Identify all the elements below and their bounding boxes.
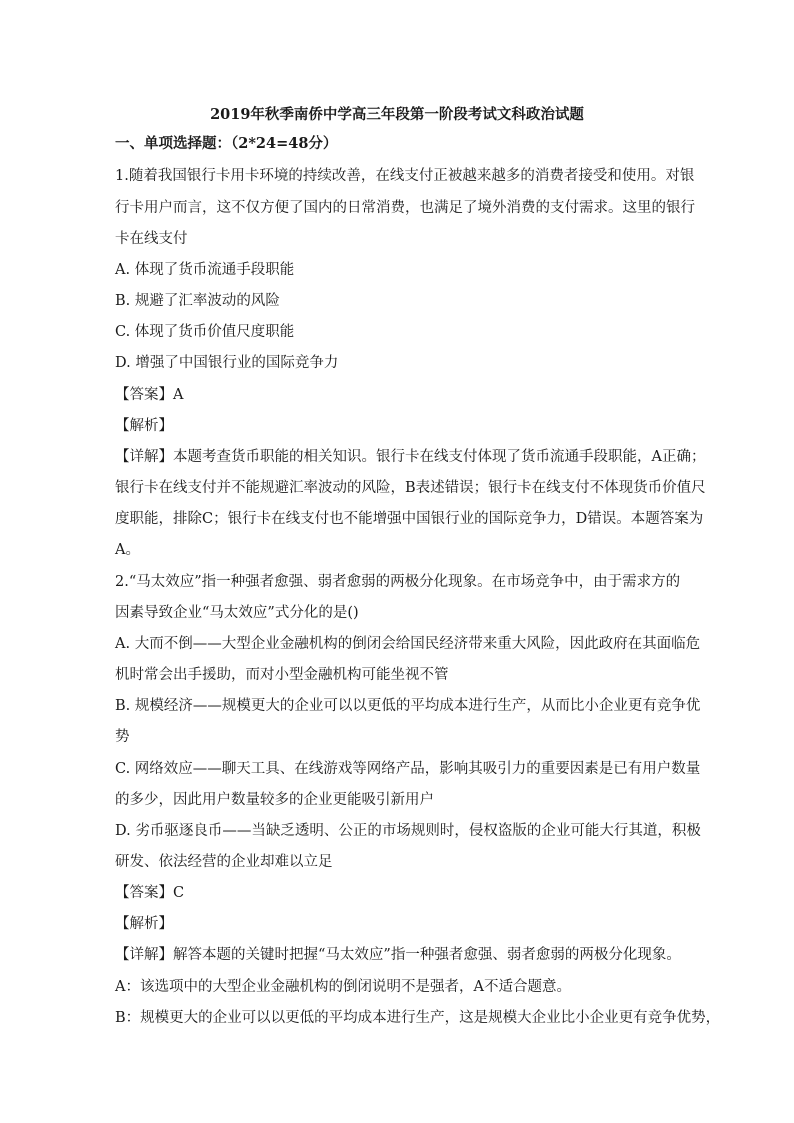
question-2-explanation-line-1: 【详解】解答本题的关键时把握“马太效应”指一种强者愈强、弱者愈弱的两极分化现象。	[115, 947, 681, 963]
question-2-stem-line-2: 因素导致企业“马太效应”式分化的是()	[115, 605, 359, 621]
question-2-stem-line-1: 2.“马太效应”指一种强者愈强、弱者愈弱的两极分化现象。在市场竞争中，由于需求方的	[115, 574, 681, 590]
question-2-explanation-line-2: A：该选项中的大型企业金融机构的倒闭说明不是强者，A不适合题意。	[115, 979, 571, 995]
question-1-explanation-line-1: 【详解】本题考查货币职能的相关知识。银行卡在线支付体现了货币流通手段职能，A正确；	[115, 449, 706, 465]
question-1-stem-line-1: 1.随着我国银行卡用卡环境的持续改善，在线支付正被越来越多的消费者接受和使用。对银	[115, 168, 695, 184]
question-1-stem-line-2: 行卡用户而言，这不仅方便了国内的日常消费，也满足了境外消费的支付需求。这里的银行	[115, 200, 695, 216]
question-1-explanation-line-3: 度职能，排除C；银行卡在线支付也不能增强中国银行业的国际竞争力，D错误。本题答案为	[115, 511, 704, 527]
question-2-option-c-line-1: C. 网络效应——聊天工具、在线游戏等网络产品，影响其吸引力的重要因素是已有用户数量	[115, 761, 701, 777]
page-title: 2019年秋季南侨中学高三年段第一阶段考试文科政治试题	[210, 106, 584, 123]
question-1-option-d: D. 增强了中国银行业的国际竞争力	[115, 355, 339, 371]
question-2-option-b-line-2: 势	[115, 729, 130, 745]
question-2-option-b-line-1: B. 规模经济——规模更大的企业可以以更低的平均成本进行生产，从而比小企业更有竞争优	[115, 698, 701, 714]
question-2-option-d-line-2: 研发、依法经营的企业却难以立足	[115, 854, 333, 870]
question-1-answer: 【答案】A	[115, 387, 184, 403]
question-2-option-c-line-2: 的多少，因此用户数量较多的企业更能吸引新用户	[115, 792, 434, 808]
question-1-option-c: C. 体现了货币价值尺度职能	[115, 324, 295, 340]
question-2-answer: 【答案】C	[115, 885, 185, 901]
question-2-explanation-line-3: B：规模更大的企业可以以更低的平均成本进行生产，这是规模大企业比小企业更有竞争优势，	[115, 1010, 721, 1026]
question-1-option-a: A. 体现了货币流通手段职能	[115, 262, 295, 278]
question-1-explanation-line-2: 银行卡在线支付并不能规避汇率波动的风险，B表述错误；银行卡在线支付不体现货币价值尺	[115, 480, 706, 496]
question-2-analysis-label: 【解析】	[115, 916, 173, 932]
question-1-explanation-line-4: A。	[115, 542, 140, 558]
question-2-option-a-line-1: A. 大而不倒——大型企业金融机构的倒闭会给国民经济带来重大风险，因此政府在其面临危	[115, 636, 701, 652]
question-1-analysis-label: 【解析】	[115, 418, 173, 434]
question-2-option-a-line-2: 机时常会出手援助，而对小型金融机构可能坐视不管	[115, 667, 449, 683]
question-2-option-d-line-1: D. 劣币驱逐良币——当缺乏透明、公正的市场规则时，侵权盗版的企业可能大行其道，积极	[115, 823, 701, 839]
question-1-stem-line-3: 卡在线支付	[115, 231, 188, 247]
section-heading: 一、单项选择题：（2*24=48分）	[115, 135, 338, 152]
question-1-option-b: B. 规避了汇率波动的风险	[115, 293, 280, 309]
